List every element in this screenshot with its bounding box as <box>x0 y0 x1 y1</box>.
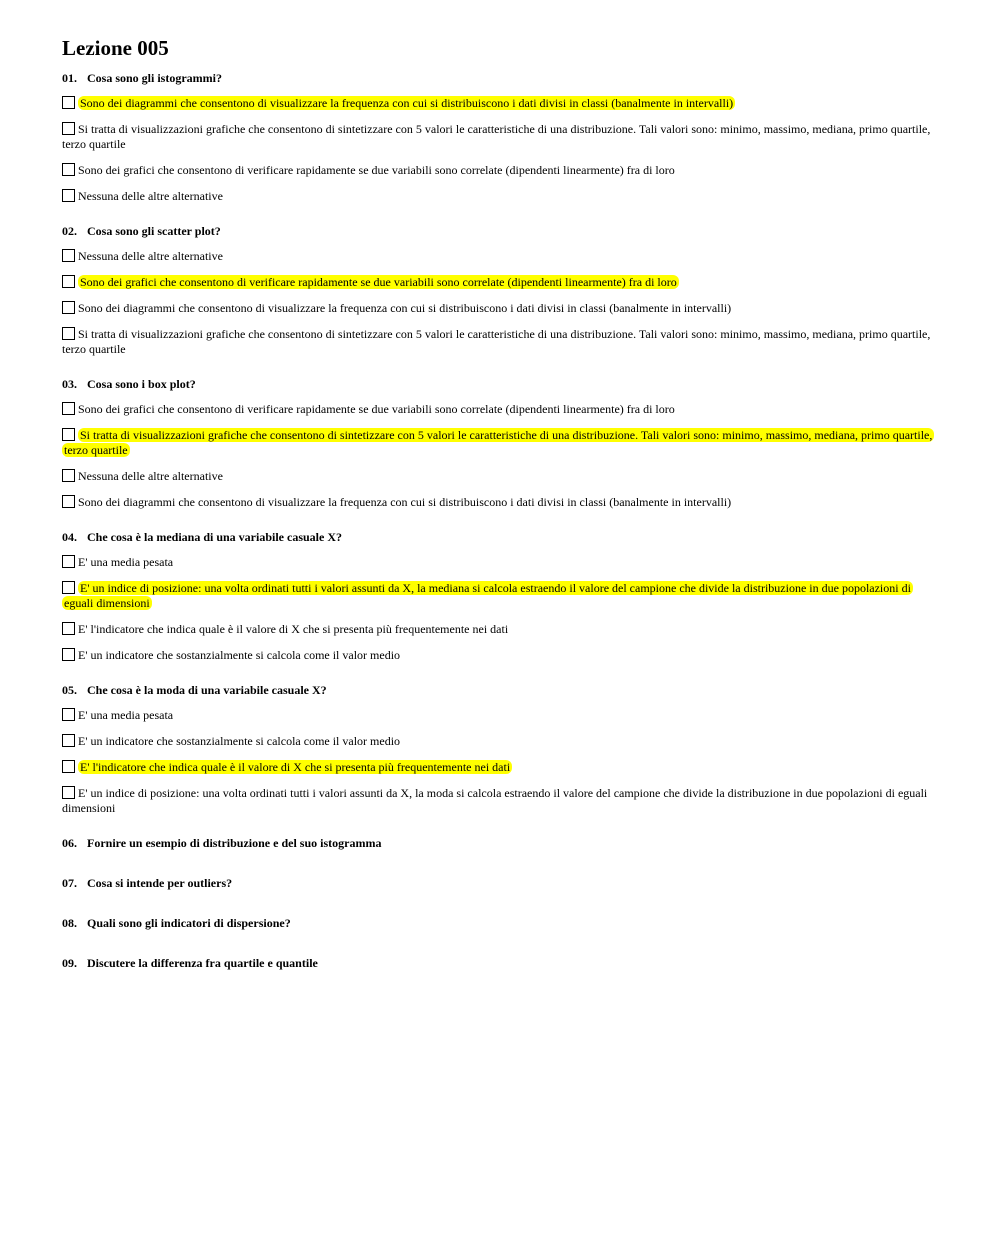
checkbox[interactable] <box>62 249 75 262</box>
open-question-list <box>62 836 940 971</box>
answer-option[interactable] <box>62 622 940 637</box>
question-text: Cosa si intende per outliers? <box>87 876 233 890</box>
answer-option-correct[interactable] <box>62 96 940 111</box>
checkbox[interactable] <box>62 581 75 594</box>
checkbox[interactable] <box>62 163 75 176</box>
answer-option[interactable] <box>62 648 940 663</box>
answer-text: Sono dei grafici che consentono di verificare rapidamente se due variabili sono correlate (dipendenti linearmente) fra di loro <box>80 275 677 289</box>
question-text: Cosa sono i box plot? <box>87 377 196 391</box>
question-block <box>62 530 940 663</box>
checkbox[interactable] <box>62 122 75 135</box>
question-heading <box>62 683 940 698</box>
question-heading <box>62 71 940 86</box>
answer-option-correct[interactable] <box>62 275 940 290</box>
question-number: 05. <box>62 683 77 697</box>
answer-option-correct[interactable] <box>62 581 940 611</box>
answer-option[interactable] <box>62 786 940 816</box>
question-text: Cosa sono gli scatter plot? <box>87 224 221 238</box>
checkbox[interactable] <box>62 622 75 635</box>
answer-option[interactable] <box>62 122 940 152</box>
answer-text: Nessuna delle altre alternative <box>78 189 223 203</box>
answer-text: Sono dei diagrammi che consentono di visualizzare la frequenza con cui si distribuiscono i dati divisi in classi (banalmente in intervalli) <box>80 96 734 110</box>
question-block <box>62 224 940 357</box>
question-text: Fornire un esempio di distribuzione e del suo istogramma <box>87 836 382 850</box>
checkbox[interactable] <box>62 275 75 288</box>
question-text: Che cosa è la moda di una variabile casuale X? <box>87 683 327 697</box>
question-number: 01. <box>62 71 77 85</box>
checkbox[interactable] <box>62 734 75 747</box>
answer-option-correct[interactable] <box>62 760 940 775</box>
question-number: 03. <box>62 377 77 391</box>
question-heading <box>62 224 940 239</box>
question-text: Cosa sono gli istogrammi? <box>87 71 222 85</box>
checkbox[interactable] <box>62 760 75 773</box>
answer-text: Sono dei grafici che consentono di verificare rapidamente se due variabili sono correlate (dipendenti linearmente) fra di loro <box>78 163 675 177</box>
checkbox[interactable] <box>62 648 75 661</box>
answer-text: E' una media pesata <box>78 708 174 722</box>
checkbox[interactable] <box>62 469 75 482</box>
answer-text: Si tratta di visualizzazioni grafiche che consentono di sintetizzare con 5 valori le caratteristiche di una distribuzione. Tali valori sono: minimo, massimo, mediana, primo quartile, terzo quartile <box>64 428 933 457</box>
answer-text: E' un indice di posizione: una volta ordinati tutti i valori assunti da X, la mediana si calcola estraendo il valore del campione che divide la distribuzione in due popolazioni di eguali dimensioni <box>64 581 911 610</box>
answer-option-correct[interactable] <box>62 428 940 458</box>
open-question <box>62 956 940 971</box>
answer-text: E' un indicatore che sostanzialmente si calcola come il valor medio <box>78 734 401 748</box>
answer-option[interactable] <box>62 327 940 357</box>
answer-option[interactable] <box>62 495 940 510</box>
answer-option[interactable] <box>62 402 940 417</box>
question-list <box>62 71 940 816</box>
question-number: 02. <box>62 224 77 238</box>
answer-text: E' l'indicatore che indica quale è il valore di X che si presenta più frequentemente nei dati <box>78 622 509 636</box>
question-number: 04. <box>62 530 77 544</box>
checkbox[interactable] <box>62 555 75 568</box>
checkbox[interactable] <box>62 786 75 799</box>
answer-option[interactable] <box>62 555 940 570</box>
question-number: 09. <box>62 956 77 970</box>
answer-text: Sono dei diagrammi che consentono di visualizzare la frequenza con cui si distribuiscono i dati divisi in classi (banalmente in intervalli) <box>78 301 732 315</box>
answer-text: Sono dei grafici che consentono di verificare rapidamente se due variabili sono correlate (dipendenti linearmente) fra di loro <box>78 402 675 416</box>
open-question <box>62 836 940 851</box>
answer-option[interactable] <box>62 189 940 204</box>
answer-option[interactable] <box>62 163 940 178</box>
answer-text: Si tratta di visualizzazioni grafiche che consentono di sintetizzare con 5 valori le caratteristiche di una distribuzione. Tali valori sono: minimo, massimo, mediana, primo quartile, terzo quartile <box>62 327 931 356</box>
answer-option[interactable] <box>62 734 940 749</box>
question-block <box>62 377 940 510</box>
question-text: Che cosa è la mediana di una variabile casuale X? <box>87 530 343 544</box>
answer-text: E' l'indicatore che indica quale è il valore di X che si presenta più frequentemente nei dati <box>80 760 511 774</box>
answer-text: E' una media pesata <box>78 555 174 569</box>
answer-option[interactable] <box>62 469 940 484</box>
checkbox[interactable] <box>62 708 75 721</box>
answer-option[interactable] <box>62 249 940 264</box>
question-number: 08. <box>62 916 77 930</box>
answer-text: Sono dei diagrammi che consentono di visualizzare la frequenza con cui si distribuiscono i dati divisi in classi (banalmente in intervalli) <box>78 495 732 509</box>
page-title: Lezione 005 <box>62 36 169 60</box>
checkbox[interactable] <box>62 495 75 508</box>
checkbox[interactable] <box>62 301 75 314</box>
question-block <box>62 683 940 816</box>
answer-option[interactable] <box>62 301 940 316</box>
question-heading <box>62 377 940 392</box>
question-heading <box>62 530 940 545</box>
answer-text: E' un indicatore che sostanzialmente si calcola come il valor medio <box>78 648 401 662</box>
open-question <box>62 916 940 931</box>
checkbox[interactable] <box>62 327 75 340</box>
checkbox[interactable] <box>62 96 75 109</box>
answer-text: Nessuna delle altre alternative <box>78 469 223 483</box>
checkbox[interactable] <box>62 428 75 441</box>
answer-text: Nessuna delle altre alternative <box>78 249 223 263</box>
question-text: Discutere la differenza fra quartile e quantile <box>87 956 318 970</box>
question-number: 06. <box>62 836 77 850</box>
question-block <box>62 71 940 204</box>
answer-option[interactable] <box>62 708 940 723</box>
answer-text: E' un indice di posizione: una volta ordinati tutti i valori assunti da X, la moda si calcola estraendo il valore del campione che divide la distribuzione in due popolazioni di eguali dimensioni <box>62 786 928 815</box>
question-number: 07. <box>62 876 77 890</box>
checkbox[interactable] <box>62 189 75 202</box>
open-question <box>62 876 940 891</box>
answer-text: Si tratta di visualizzazioni grafiche che consentono di sintetizzare con 5 valori le caratteristiche di una distribuzione. Tali valori sono: minimo, massimo, mediana, primo quartile, terzo quartile <box>62 122 931 151</box>
question-text: Quali sono gli indicatori di dispersione? <box>87 916 291 930</box>
checkbox[interactable] <box>62 402 75 415</box>
